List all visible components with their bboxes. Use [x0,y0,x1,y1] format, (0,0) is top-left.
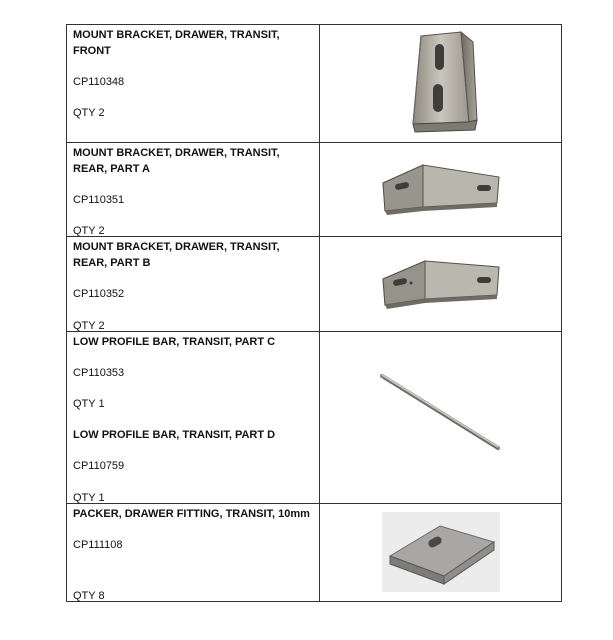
part-name: MOUNT BRACKET, DRAWER, TRANSIT, REAR, PART A [73,147,280,175]
part-code: CP111108 [73,539,123,551]
part-code: CP110352 [73,288,125,300]
part-name: LOW PROFILE BAR, TRANSIT, PART C [73,336,276,348]
part-name: MOUNT BRACKET, DRAWER, TRANSIT, FRONT [73,29,280,57]
part-code: CP110348 [73,76,125,88]
part-text-cell [67,25,320,143]
part-qty: QTY 2 [73,320,105,332]
rear-bracket-a-icon [379,161,503,221]
part-code: CP110353 [73,367,125,379]
part-text-cell [67,332,320,504]
table-row [67,25,562,143]
rear-bracket-b-icon [379,255,503,315]
table-row [67,237,562,332]
table-row [67,332,562,504]
table-row [67,143,562,237]
part-code: CP110351 [73,194,125,206]
part-text-cell [67,237,320,332]
part-name: LOW PROFILE BAR, TRANSIT, PART D [73,429,276,441]
part-code: CP110759 [73,460,125,472]
part-image-cell [320,504,562,602]
part-image-cell [320,332,562,504]
front-mount-bracket-icon [391,28,491,140]
low-profile-bar-icon [376,370,506,460]
table-row [67,504,562,602]
part-image-cell [320,143,562,237]
part-name: PACKER, DRAWER FITTING, TRANSIT, 10mm [73,508,310,520]
packer-plate-icon [382,512,500,592]
part-image-cell [320,25,562,143]
part-text-cell [67,143,320,237]
part-qty: QTY 2 [73,107,105,119]
part-qty: QTY 1 [73,492,105,504]
part-text-cell [67,504,320,602]
part-name: MOUNT BRACKET, DRAWER, TRANSIT, REAR, PART B [73,241,280,269]
part-qty: QTY 2 [73,225,105,237]
parts-table [66,24,562,602]
part-image-cell [320,237,562,332]
part-qty: QTY 8 [73,590,105,602]
part-qty: QTY 1 [73,398,105,410]
